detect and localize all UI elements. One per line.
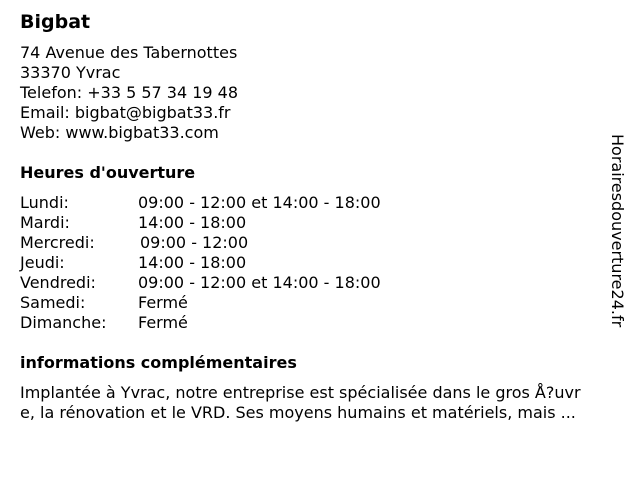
business-card	[20, 0, 635, 423]
hours-row-jeudi	[20, 253, 635, 273]
hours-row-mercredi	[20, 233, 635, 253]
hours-row-dimanche	[20, 313, 635, 333]
info-text-line: Implantée à Yvrac, notre entreprise est spécialisée dans le gros Å?uvr	[20, 383, 581, 402]
hours-row-vendredi	[20, 273, 635, 293]
address-block	[20, 43, 635, 143]
time-value: 09:00 - 12:00 et 14:00 - 18:00	[138, 273, 381, 292]
hours-row-lundi	[20, 193, 635, 213]
hours-row-samedi	[20, 293, 635, 313]
day-label: Mardi:	[20, 213, 70, 232]
time-value: 14:00 - 18:00	[138, 253, 247, 272]
time-value: Fermé	[138, 313, 188, 332]
day-label: Vendredi:	[20, 273, 96, 292]
address-city: 33370 Yvrac	[20, 63, 121, 82]
info-title: informations complémentaires	[20, 353, 297, 372]
address-street: 74 Avenue des Tabernottes	[20, 43, 238, 62]
day-label: Lundi:	[20, 193, 69, 212]
phone-line: Telefon: +33 5 57 34 19 48	[20, 83, 239, 102]
side-watermark-label: Horairesdouverture24.fr	[608, 134, 627, 328]
time-value: 09:00 - 12:00 et 14:00 - 18:00	[138, 193, 381, 212]
day-label: Dimanche:	[20, 313, 107, 332]
hours-table	[20, 193, 635, 333]
web-line: Web: www.bigbat33.com	[20, 123, 219, 142]
hours-title: Heures d'ouverture	[20, 163, 196, 182]
time-value: 09:00 - 12:00	[140, 233, 249, 252]
business-name: Bigbat	[20, 11, 91, 33]
hours-row-mardi	[20, 213, 635, 233]
day-label: Jeudi:	[20, 253, 65, 272]
day-label: Samedi:	[20, 293, 86, 312]
email-line: Email: bigbat@bigbat33.fr	[20, 103, 231, 122]
day-label: Mercredi:	[20, 233, 95, 252]
time-value: 14:00 - 18:00	[138, 213, 247, 232]
info-description	[20, 383, 635, 423]
info-text-line: e, la rénovation et le VRD. Ses moyens humains et matériels, mais ...	[20, 403, 576, 422]
time-value: Fermé	[138, 293, 188, 312]
